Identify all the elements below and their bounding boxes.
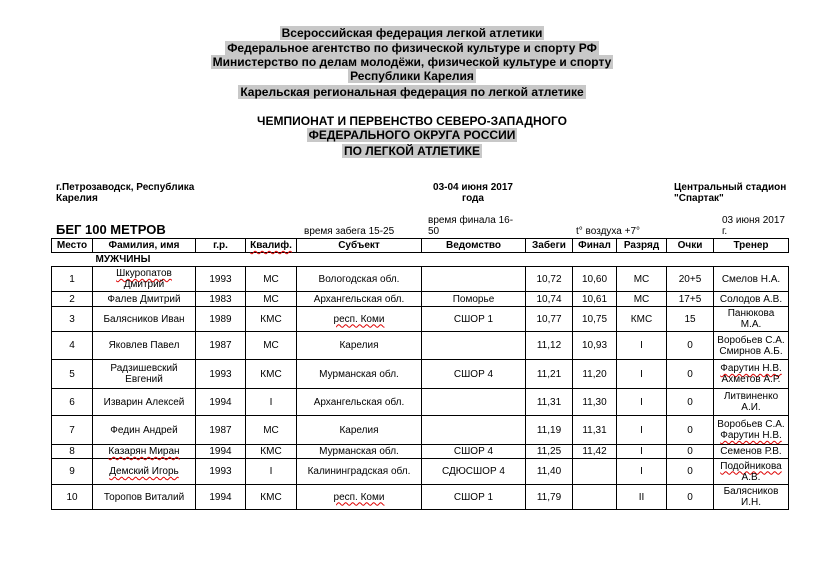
- table-row: [52, 307, 789, 332]
- cell-name: Демский Игорь: [93, 459, 196, 485]
- cell-coach: Литвиненко А.И.: [714, 389, 789, 416]
- cell-final: 11,30: [573, 389, 617, 416]
- cell-final: [573, 459, 617, 485]
- cell-points: 20+5: [667, 267, 714, 292]
- cell-name: Радзишевский Евгений: [93, 360, 196, 389]
- event-city: г.Петрозаводск, Республика Карелия: [56, 182, 195, 204]
- col-heats: Забеги: [526, 239, 573, 253]
- cell-name: Казарян Миран: [93, 445, 196, 459]
- cell-region: Архангельская обл.: [297, 292, 422, 307]
- cell-rank: I: [617, 389, 667, 416]
- cell-heat: 11,79: [526, 485, 573, 510]
- heat-time: время забега 15-25: [304, 226, 395, 237]
- event-venue: Центральный стадион "Спартак": [674, 182, 787, 204]
- cell-organisation: СШОР 1: [422, 307, 526, 332]
- cell-rank: КМС: [617, 307, 667, 332]
- cell-coach: Воробьев С.А. Фарутин Н.В.: [714, 416, 789, 445]
- air-temperature: t° воздуха +7°: [576, 226, 641, 237]
- cell-organisation: СДЮСШОР 4: [422, 459, 526, 485]
- cell-points: 0: [667, 360, 714, 389]
- col-name: Фамилия, имя: [93, 239, 196, 253]
- cell-organisation: [422, 332, 526, 360]
- cell-points: 0: [667, 332, 714, 360]
- cell-region: респ. Коми: [297, 307, 422, 332]
- cell-qualification: I: [246, 459, 297, 485]
- col-qualification: Квалиф.: [246, 239, 297, 253]
- cell-year: 1994: [196, 389, 246, 416]
- table-header-row: [52, 239, 789, 253]
- cell-final: 10,93: [573, 332, 617, 360]
- col-organisation: Ведомство: [422, 239, 526, 253]
- cell-qualification: МС: [246, 416, 297, 445]
- cell-rank: I: [617, 416, 667, 445]
- cell-qualification: МС: [246, 267, 297, 292]
- cell-place: 3: [52, 307, 93, 332]
- cell-region: респ. Коми: [297, 485, 422, 510]
- header-republic: Республики Карелия: [350, 69, 474, 83]
- cell-region: Карелия: [297, 416, 422, 445]
- event-name: БЕГ 100 МЕТРОВ: [56, 222, 166, 237]
- cell-qualification: МС: [246, 332, 297, 360]
- cell-place: 8: [52, 445, 93, 459]
- cell-final: 10,75: [573, 307, 617, 332]
- cell-rank: I: [617, 332, 667, 360]
- cell-coach: Солодов А.В.: [714, 292, 789, 307]
- cell-heat: 11,25: [526, 445, 573, 459]
- cell-region: Вологодская обл.: [297, 267, 422, 292]
- cell-year: 1993: [196, 267, 246, 292]
- cell-name: Изварин Алексей: [93, 389, 196, 416]
- table-row: [52, 416, 789, 445]
- cell-organisation: СШОР 4: [422, 445, 526, 459]
- title-line-1: ЧЕМПИОНАТ И ПЕРВЕНСТВО СЕВЕРО-ЗАПАДНОГО: [257, 114, 567, 128]
- cell-name: Яковлев Павел: [93, 332, 196, 360]
- cell-points: 0: [667, 389, 714, 416]
- cell-final: [573, 485, 617, 510]
- cell-region: Мурманская обл.: [297, 360, 422, 389]
- cell-region: Мурманская обл.: [297, 445, 422, 459]
- cell-organisation: [422, 389, 526, 416]
- cell-heat: 11,19: [526, 416, 573, 445]
- table-row: [52, 360, 789, 389]
- cell-place: 4: [52, 332, 93, 360]
- cell-region: Архангельская обл.: [297, 389, 422, 416]
- cell-place: 10: [52, 485, 93, 510]
- table-row: [52, 332, 789, 360]
- cell-coach: Воробьев С.А. Смирнов А.Б.: [714, 332, 789, 360]
- cell-points: 15: [667, 307, 714, 332]
- col-final: Финал: [573, 239, 617, 253]
- cell-heat: 11,31: [526, 389, 573, 416]
- cell-organisation: Поморье: [422, 292, 526, 307]
- header-agency: Федеральное агентство по физической культуре и спорту РФ: [227, 41, 597, 55]
- cell-place: 7: [52, 416, 93, 445]
- table-row: [52, 389, 789, 416]
- cell-name: Фалев Дмитрий: [93, 292, 196, 307]
- final-time: время финала 16- 50: [428, 215, 514, 237]
- header-federation: Всероссийская федерация легкой атлетики: [281, 26, 543, 40]
- cell-year: 1994: [196, 445, 246, 459]
- cell-points: 0: [667, 485, 714, 510]
- title-line-3: ПО ЛЕГКОЙ АТЛЕТИКЕ: [344, 144, 480, 158]
- cell-heat: 11,12: [526, 332, 573, 360]
- group-label: МУЖЧИНЫ: [52, 253, 789, 267]
- cell-qualification: МС: [246, 292, 297, 307]
- group-row: [52, 253, 789, 267]
- cell-rank: МС: [617, 267, 667, 292]
- event-date: 03 июня 2017 г.: [722, 215, 785, 237]
- cell-qualification: КМС: [246, 485, 297, 510]
- cell-name: Федин Андрей: [93, 416, 196, 445]
- cell-heat: 10,72: [526, 267, 573, 292]
- cell-heat: 10,77: [526, 307, 573, 332]
- cell-final: 11,42: [573, 445, 617, 459]
- cell-year: 1993: [196, 360, 246, 389]
- cell-heat: 11,40: [526, 459, 573, 485]
- cell-place: 5: [52, 360, 93, 389]
- cell-qualification: I: [246, 389, 297, 416]
- cell-coach: Фарутин Н.В. Ахметов А.Р.: [714, 360, 789, 389]
- cell-rank: I: [617, 445, 667, 459]
- table-row: [52, 267, 789, 292]
- cell-organisation: СШОР 4: [422, 360, 526, 389]
- table-row: [52, 459, 789, 485]
- cell-rank: I: [617, 459, 667, 485]
- cell-qualification: КМС: [246, 445, 297, 459]
- cell-region: Калининградская обл.: [297, 459, 422, 485]
- col-region: Субъект: [297, 239, 422, 253]
- cell-region: Карелия: [297, 332, 422, 360]
- table-row: [52, 292, 789, 307]
- cell-heat: 11,21: [526, 360, 573, 389]
- cell-coach: Подойникова А.В.: [714, 459, 789, 485]
- cell-heat: 10,74: [526, 292, 573, 307]
- cell-place: 6: [52, 389, 93, 416]
- cell-rank: МС: [617, 292, 667, 307]
- cell-rank: I: [617, 360, 667, 389]
- cell-year: 1987: [196, 332, 246, 360]
- cell-year: 1993: [196, 459, 246, 485]
- title-line-2: ФЕДЕРАЛЬНОГО ОКРУГА РОССИИ: [308, 128, 516, 142]
- results-table: [51, 238, 789, 510]
- cell-year: 1983: [196, 292, 246, 307]
- cell-name: Балясников Иван: [93, 307, 196, 332]
- cell-coach: Семенов Р.В.: [714, 445, 789, 459]
- cell-coach: Панюкова М.А.: [714, 307, 789, 332]
- cell-organisation: СШОР 1: [422, 485, 526, 510]
- cell-place: 1: [52, 267, 93, 292]
- cell-year: 1994: [196, 485, 246, 510]
- col-place: Место: [52, 239, 93, 253]
- cell-rank: II: [617, 485, 667, 510]
- cell-qualification: КМС: [246, 360, 297, 389]
- cell-place: 9: [52, 459, 93, 485]
- cell-points: 17+5: [667, 292, 714, 307]
- cell-points: 0: [667, 445, 714, 459]
- header-ministry: Министерство по делам молодёжи, физической культуре и спорту: [212, 55, 612, 69]
- table-row: [52, 485, 789, 510]
- cell-organisation: [422, 267, 526, 292]
- col-year: г.р.: [196, 239, 246, 253]
- cell-year: 1989: [196, 307, 246, 332]
- cell-organisation: [422, 416, 526, 445]
- cell-name: Шкуропатов Дмитрий: [93, 267, 196, 292]
- cell-final: 11,31: [573, 416, 617, 445]
- table-row: [52, 445, 789, 459]
- cell-final: 10,61: [573, 292, 617, 307]
- header-regional-federation: Карельская региональная федерация по легкой атлетике: [240, 85, 584, 99]
- cell-points: 0: [667, 416, 714, 445]
- event-dates: 03-04 июня 2017 года: [433, 182, 513, 204]
- cell-year: 1987: [196, 416, 246, 445]
- cell-final: 10,60: [573, 267, 617, 292]
- cell-final: 11,20: [573, 360, 617, 389]
- col-rank: Разряд: [617, 239, 667, 253]
- cell-place: 2: [52, 292, 93, 307]
- cell-coach: Балясников И.Н.: [714, 485, 789, 510]
- cell-qualification: КМС: [246, 307, 297, 332]
- col-coach: Тренер: [714, 239, 789, 253]
- cell-points: 0: [667, 459, 714, 485]
- col-points: Очки: [667, 239, 714, 253]
- cell-coach: Смелов Н.А.: [714, 267, 789, 292]
- cell-name: Торопов Виталий: [93, 485, 196, 510]
